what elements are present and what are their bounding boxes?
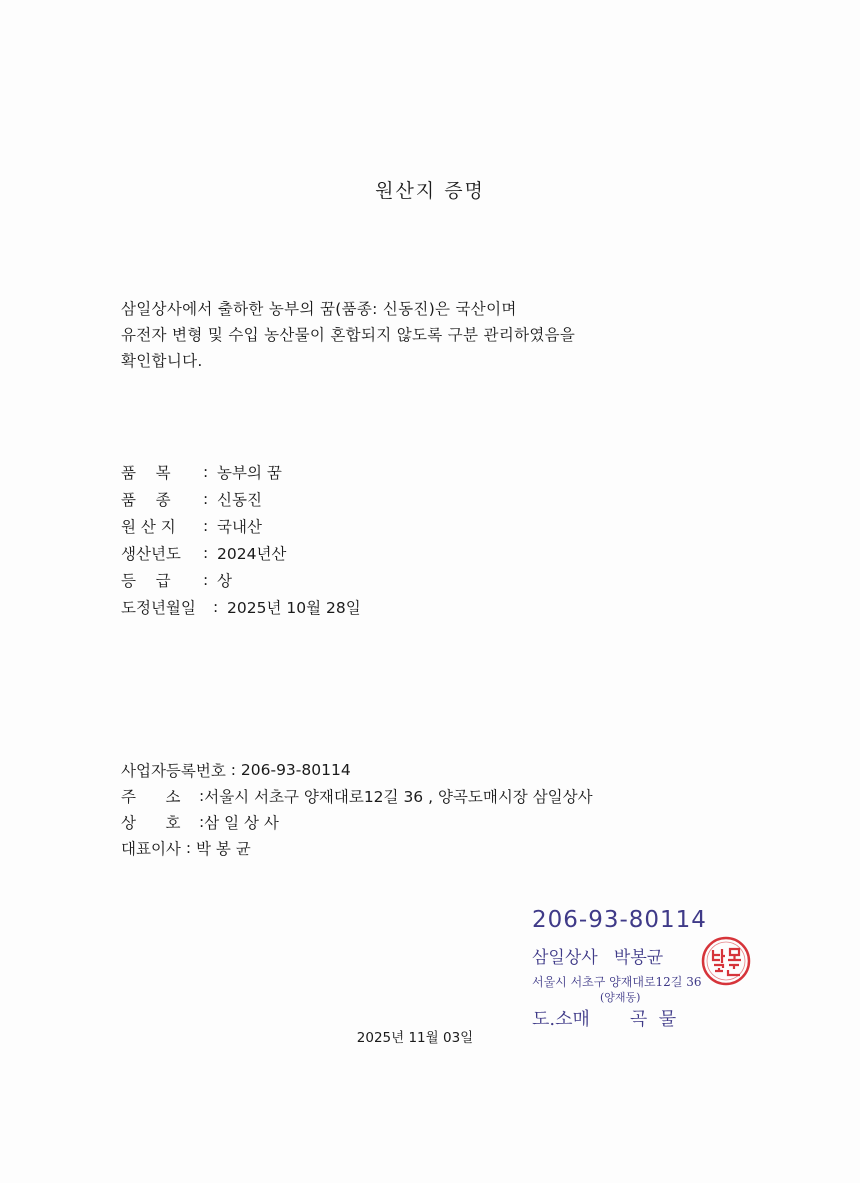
field-separator: : <box>203 462 209 481</box>
field-separator: : <box>203 516 209 535</box>
paragraph-line: 삼일상사에서 출하한 농부의 꿈(품종: 신동진)은 국산이며 <box>121 300 517 318</box>
company-address <box>121 783 593 809</box>
paragraph-line: 유전자 변형 및 수입 농산물이 혼합되지 않도록 구분 관리하였음을 <box>121 326 576 344</box>
company-ceo <box>121 835 593 861</box>
company-value: 206-93-80114 <box>240 761 351 779</box>
field-label: 품 종 <box>121 490 171 509</box>
company-label: 대표이사 <box>121 840 181 858</box>
field-item <box>121 458 361 485</box>
field-separator: : <box>213 597 219 616</box>
field-milling-date <box>121 593 361 620</box>
field-label: 등 급 <box>121 571 171 590</box>
company-value: 서울시 서초구 양재대로12길 36 , 양곡도매시장 삼일상사 <box>204 788 593 806</box>
paragraph-line: 확인합니다. <box>121 352 203 370</box>
company-name <box>121 809 593 835</box>
stamp-address: 서울시 서초구 양재대로12길 36 <box>532 975 702 989</box>
company-separator: : <box>225 761 241 779</box>
field-label: 도정년월일 <box>121 598 196 617</box>
field-label: 원 산 지 <box>121 517 176 536</box>
company-separator: : <box>199 787 205 805</box>
company-separator: : <box>199 813 205 831</box>
stamp-address-sub: (양재동) <box>600 991 641 1004</box>
stamp-reg-number: 206-93-80114 <box>532 907 707 933</box>
company-value: 박 봉 균 <box>195 840 251 858</box>
certification-paragraph <box>121 296 575 374</box>
field-variety <box>121 485 361 512</box>
company-separator: : <box>180 839 196 857</box>
field-production-year <box>121 539 361 566</box>
field-separator: : <box>203 543 209 562</box>
field-separator: : <box>203 489 209 508</box>
field-value: 신동진 <box>217 490 262 509</box>
company-label: 사업자등록번호 <box>121 762 226 780</box>
stamp-business-type: 도.소매 곡 물 <box>532 1009 677 1030</box>
field-label: 생산년도 <box>121 544 181 563</box>
field-value: 2024년산 <box>217 544 287 563</box>
field-separator: : <box>203 570 209 589</box>
issue-date: 2025년 11월 03일 <box>356 1030 474 1046</box>
field-value: 상 <box>217 571 232 590</box>
seal-stamp-icon <box>700 935 752 987</box>
company-reg-number <box>121 757 593 783</box>
field-value: 2025년 10월 28일 <box>227 598 361 617</box>
company-info <box>121 757 593 861</box>
field-grade <box>121 566 361 593</box>
stamp-company-name: 삼일상사 박봉균 <box>532 948 664 968</box>
company-label: 주 소 <box>121 788 181 806</box>
product-fields <box>121 458 361 620</box>
document-title: 원산지 증명 <box>375 180 485 202</box>
company-value: 삼 일 상 사 <box>204 814 279 832</box>
field-label: 품 목 <box>121 463 171 482</box>
company-label: 상 호 <box>121 814 181 832</box>
field-value: 농부의 꿈 <box>217 463 282 482</box>
field-origin <box>121 512 361 539</box>
field-value: 국내산 <box>217 517 262 536</box>
